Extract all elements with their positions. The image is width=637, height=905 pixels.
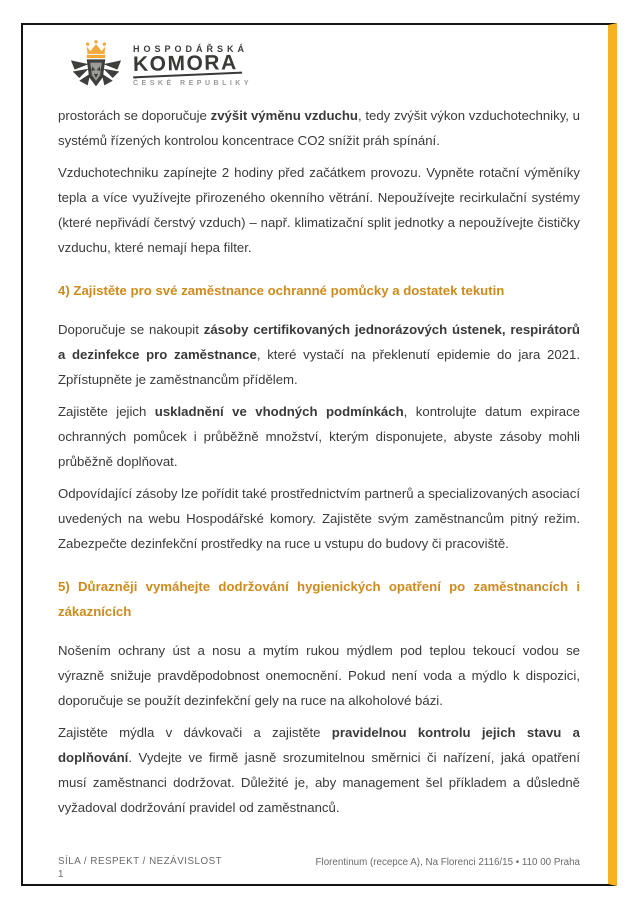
logo-text (133, 44, 252, 87)
page-inner (23, 25, 608, 884)
brand-name-main: KOMORA (133, 51, 252, 76)
brand-name-top: HOSPODÁŘSKÁ (133, 43, 249, 54)
section-heading: 4) Zajistěte pro své zaměstnance ochranné pomůcky a dostatek tekutin (58, 283, 505, 298)
paragraph: Zajistěte mýdla v dávkovači a zajistěte pravidelnou kontrolu jejich stavu a doplňování. Vydejte ve firmě jasně srozumitelnou směrnici či nařízení, jaká opatření musí zaměstnanci dodržovat. Důležité je, aby management šel příkladem a důsledně vyžadoval dodržování pravidel od zaměstnanců. (58, 725, 580, 815)
crown-icon (86, 40, 106, 58)
paragraph: prostorách se doporučuje zvýšit výměnu vzduchu, tedy zvýšit výkon vzduchotechniky, u systémů řízených kontrolou koncentrace CO2 snížit práh spínání. (58, 108, 581, 148)
footer-motto: SÍLA / RESPEKT / NEZÁVISLOST (58, 856, 223, 867)
paragraph: Nošením ochrany úst a nosu a mytím rukou mýdlem pod teplou tekoucí vodou se výrazně snižuje pravděpodobnost onemocnění. Pokud není voda a mýdlo k dispozici, doporučuje se použít dezinfekční gely na ruce na alkoholové bázi. (58, 643, 580, 708)
page-footer (58, 855, 580, 881)
page-frame (21, 23, 617, 886)
section-heading: 5) Důrazněji vymáhejte dodržování hygienických opatření po zaměstnancích i zákaznících (58, 579, 580, 619)
page-number: 1 (58, 869, 64, 880)
paragraph: Zajistěte jejich uskladnění ve vhodných podmínkách, kontrolujte datum expirace ochranných pomůcek i průběžně množství, kterým disponujete, abyste zásoby mohli průběžně doplňovat. (58, 404, 581, 469)
lion-face (87, 59, 106, 86)
chamber-logo (68, 39, 580, 91)
footer-left (58, 855, 222, 881)
paragraph: Odpovídající zásoby lze pořídit také prostřednictvím partnerů a specializovaných asociací uvedených na webu Hospodářské komory. Zajistěte svým zaměstnancům pitný režim. Zabezpečte dezinfekční prostředky na ruce u vstupu do budovy či pracoviště. (58, 486, 580, 551)
paragraph: Doporučuje se nakoupit zásoby certifikovaných jednorázových ústenek, respirátorů a dezinfekce pro zaměstnance, které vystačí na překlenutí epidemie do jara 2021. Zpřístupněte je zaměstnancům přídělem. (58, 322, 581, 387)
footer-address: Florentinum (recepce A), Na Florenci 2116/15 • 110 00 Praha (315, 857, 580, 868)
paragraph: Vzduchotechniku zapínejte 2 hodiny před začátkem provozu. Vypněte rotační výměníky tepla a více využívejte přirozeného okenního větrání. Nepoužívejte recirkulační systémy (které nepřivádí čerstvý vzduch) – např. klimatizační split jednotky a nepoužívejte čističky vzduchu, které nemají hepa filter. (58, 165, 580, 255)
lion-emblem-icon (68, 39, 124, 91)
brand-name-bottom: ČESKÉ REPUBLIKY (133, 79, 253, 87)
document-content (58, 103, 580, 820)
